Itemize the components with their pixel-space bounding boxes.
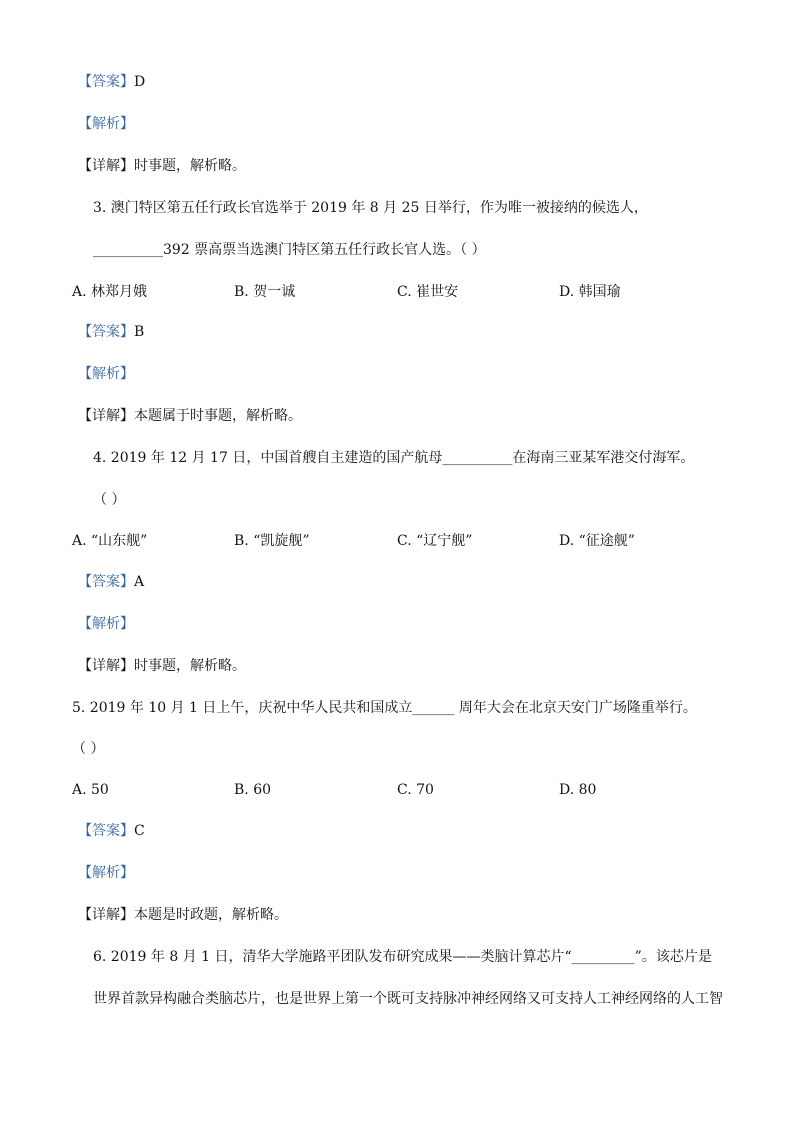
answer-value: A (134, 574, 145, 590)
detail-line (78, 656, 246, 676)
detail-tag: 【详解】 (78, 158, 134, 174)
option-d: D. 80 (559, 782, 597, 798)
option-c: C. 崔世安 (397, 284, 459, 300)
question-3-line-2: __________392 票高票当选澳门特区第五任行政长官人选。（ ） (93, 242, 486, 258)
option-a: A. 林郑月娥 (72, 284, 148, 300)
option-c: C. “辽宁舰” (397, 533, 473, 549)
analysis-tag: 【解析】 (78, 865, 134, 881)
analysis-line (78, 364, 134, 384)
answer-tag: 【答案】 (78, 74, 134, 90)
analysis-tag: 【解析】 (78, 116, 134, 132)
answer-line (78, 572, 144, 592)
answer-tag: 【答案】 (78, 823, 134, 839)
answer-tag: 【答案】 (78, 574, 134, 590)
option-b: B. 60 (234, 782, 272, 798)
detail-line (78, 406, 302, 426)
detail-line (78, 156, 246, 176)
answer-line (78, 322, 144, 342)
analysis-tag: 【解析】 (78, 366, 134, 382)
answer-value: D (134, 74, 146, 90)
option-a: A. 50 (72, 782, 109, 798)
answer-line (78, 821, 145, 841)
analysis-line (78, 863, 134, 883)
question-5-line-1: 5. 2019 年 10 月 1 日上午，庆祝中华人民共和国成立______ 周年大会在北京天安门广场隆重举行。 (72, 700, 697, 716)
option-c: C. 70 (397, 782, 434, 798)
question-6-line-1: 6. 2019 年 8 月 1 日，清华大学施路平团队发布研究成果——类脑计算芯片“_________”。该芯片是 (93, 949, 712, 965)
answer-line (78, 72, 145, 92)
detail-text: 时事题，解析略。 (134, 158, 246, 174)
option-a: A. “山东舰” (72, 533, 148, 549)
question-5-line-2: （ ） (72, 741, 105, 757)
option-d: D. “征途舰” (559, 533, 635, 549)
analysis-tag: 【解析】 (78, 616, 134, 632)
detail-tag: 【详解】 (78, 408, 134, 424)
question-4-line-2: （ ） (93, 492, 126, 508)
answer-tag: 【答案】 (78, 324, 134, 340)
detail-text: 本题是时政题，解析略。 (134, 907, 288, 923)
question-4-line-1: 4. 2019 年 12 月 17 日，中国首艘自主建造的国产航母__________在海南三亚某军港交付海军。 (93, 450, 695, 466)
answer-value: C (134, 823, 145, 839)
detail-text: 本题属于时事题，解析略。 (134, 408, 302, 424)
detail-line (78, 905, 288, 925)
detail-tag: 【详解】 (78, 907, 134, 923)
analysis-line (78, 114, 134, 134)
question-3-line-1: 3. 澳门特区第五任行政长官选举于 2019 年 8 月 25 日举行，作为唯一被接纳的候选人， (93, 200, 648, 216)
option-d: D. 韩国瑜 (559, 284, 621, 300)
analysis-line (78, 614, 134, 634)
answer-value: B (134, 324, 145, 340)
question-6-line-2: 世界首款异构融合类脑芯片，也是世界上第一个既可支持脉冲神经网络又可支持人工神经网络的人工智 (93, 991, 723, 1007)
option-b: B. 贺一诚 (234, 284, 296, 300)
detail-text: 时事题，解析略。 (134, 658, 246, 674)
detail-tag: 【详解】 (78, 658, 134, 674)
option-b: B. “凯旋舰” (234, 533, 310, 549)
